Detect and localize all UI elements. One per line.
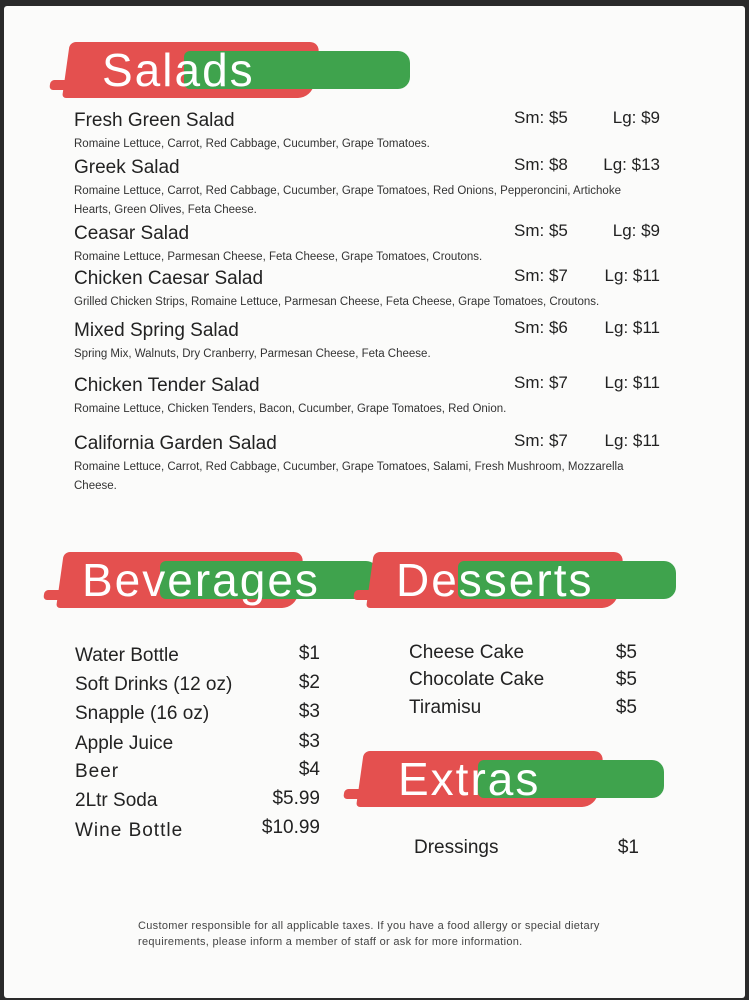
salad-small-price: Sm: $6 <box>514 318 568 337</box>
beverage-name: Apple Juice <box>75 733 174 754</box>
extras-heading: Extras <box>398 753 541 805</box>
salad-small-price: Sm: $8 <box>514 155 568 174</box>
salad-small-price: Sm: $7 <box>514 373 568 392</box>
salad-large-price: Lg: $11 <box>604 373 660 392</box>
salad-description: Romaine Lettuce, Carrot, Red Cabbage, Cucumber, Grape Tomatoes, Salami, Fresh Mushroom, Mozzarella Cheese. <box>74 461 624 492</box>
salads-banner <box>66 42 416 98</box>
salad-description: Spring Mix, Walnuts, Dry Cranberry, Parmesan Cheese, Feta Cheese. <box>74 348 431 360</box>
dessert-price: $5 <box>615 669 637 690</box>
beverage-price: $10.99 <box>261 817 320 838</box>
desserts-banner <box>370 552 680 608</box>
salads-heading: Salads <box>102 44 255 96</box>
dessert-name: Cheese Cake <box>409 642 525 663</box>
extra-name: Dressings <box>414 837 499 858</box>
beverage-price: $1 <box>298 643 320 664</box>
salad-name: Fresh Green Salad <box>74 110 235 131</box>
beverage-price: $4 <box>298 759 320 780</box>
dessert-price: $5 <box>615 697 637 718</box>
salad-large-price: Lg: $11 <box>604 266 660 285</box>
salad-name: Ceasar Salad <box>74 223 190 244</box>
salad-description: Romaine Lettuce, Chicken Tenders, Bacon, Cucumber, Grape Tomatoes, Red Onion. <box>74 403 507 415</box>
beverage-price: $5.99 <box>272 788 320 809</box>
salad-small-price: Sm: $7 <box>514 431 568 450</box>
salad-large-price: Lg: $13 <box>603 155 660 174</box>
dessert-name: Tiramisu <box>409 697 482 718</box>
salad-name: Greek Salad <box>74 157 180 178</box>
beverage-name: Water Bottle <box>75 645 179 666</box>
salad-small-price: Sm: $7 <box>514 266 568 285</box>
salad-large-price: Lg: $11 <box>604 318 660 337</box>
salad-name: Chicken Caesar Salad <box>74 268 264 289</box>
salad-description: Grilled Chicken Strips, Romaine Lettuce, Parmesan Cheese, Feta Cheese, Grape Tomatoes, Croutons. <box>74 296 600 308</box>
salad-large-price: Lg: $9 <box>612 221 660 240</box>
beverage-name: Soft Drinks (12 oz) <box>75 674 233 695</box>
salad-name: Mixed Spring Salad <box>74 320 239 341</box>
dessert-price: $5 <box>615 642 637 663</box>
beverages-heading: Beverages <box>82 554 320 606</box>
footer-note: Customer responsible for all applicable taxes. If you have a food allergy or special dietary requirements, please inform a member of staff or ask for more information. <box>138 920 600 948</box>
desserts-heading: Desserts <box>396 554 594 606</box>
beverage-price: $3 <box>298 731 320 752</box>
salad-name: Chicken Tender Salad <box>74 375 260 396</box>
salad-description: Romaine Lettuce, Carrot, Red Cabbage, Cucumber, Grape Tomatoes. <box>74 138 430 150</box>
salad-description: Romaine Lettuce, Parmesan Cheese, Feta Cheese, Grape Tomatoes, Croutons. <box>74 251 483 263</box>
extras-banner <box>360 751 670 807</box>
beverages-banner <box>60 552 380 608</box>
beverage-name: 2Ltr Soda <box>75 790 158 811</box>
salad-small-price: Sm: $5 <box>514 221 568 240</box>
menu-page <box>4 6 745 998</box>
salad-name: California Garden Salad <box>74 433 277 454</box>
salad-large-price: Lg: $9 <box>612 108 660 127</box>
dessert-name: Chocolate Cake <box>409 669 545 690</box>
salad-large-price: Lg: $11 <box>604 431 660 450</box>
beverage-name: Wine Bottle <box>75 820 184 841</box>
salad-description: Romaine Lettuce, Carrot, Red Cabbage, Cucumber, Grape Tomatoes, Red Onions, Pepperoncini, Artichoke Hearts, Green Olives, Feta Cheese. <box>74 185 621 216</box>
salad-small-price: Sm: $5 <box>514 108 568 127</box>
beverage-name: Beer <box>75 761 120 782</box>
beverage-name: Snapple (16 oz) <box>75 703 210 724</box>
beverage-price: $2 <box>298 672 320 693</box>
beverage-price: $3 <box>298 701 320 722</box>
extra-price: $1 <box>617 837 639 858</box>
